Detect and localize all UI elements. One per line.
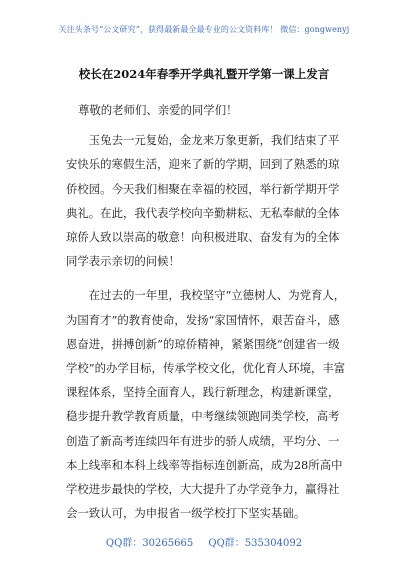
document-title: 校长在2024年春季开学典礼暨开学第一课上发言	[78, 67, 330, 81]
footer	[0, 534, 408, 549]
header-note: 关注头条号“公文研究”，获得最新最全最专业的公文资料库！ 微信：gongwenyj	[58, 25, 350, 34]
footer-qq-group-1: QQ群：30265665	[105, 538, 194, 549]
paragraph-1: 玉兔去一元复始，金龙来万象更新，我们结束了平安快乐的寒假生活，迎来了新的学期，回到了熟悉的琼侨校园。今天我们相聚在幸福的校园，举行新学期开学典礼。在此，我代表学校向辛勤耕耘、无私奉献的全体琼侨人致以崇高的敬意！向积极进取、奋发有为的全体同学表示亲切的问候！	[66, 133, 340, 269]
greeting: 尊敬的老师们、亲爱的同学们！	[78, 103, 238, 117]
paragraph-2: 在过去的一年里，我校坚守“立德树人、为党育人，为国育才”的教育使命，发扬“家国情怀，艰苦奋斗，感恩奋进，拼搏创新”的琼侨精神，紧紧围绕“创建省一级学校”的办学目标，传承学校文化，优化育人环境，丰富课程体系，坚持全面育人，践行新理念，构建新课堂，稳步提升教学教育质量，中考继续领跑同类学校，高考创造了新高考连续四年有进步的骄人成绩，平均分、一本上线率和本科上线率等指标连创新高，成为28所高中学校进步最快的学校，大大提升了办学竞争力，赢得社会一致认可，为申报省一级学校打下坚实基础。	[66, 288, 346, 521]
document-body	[66, 98, 346, 525]
footer-qq-group-2: QQ群：535304092	[208, 538, 303, 549]
